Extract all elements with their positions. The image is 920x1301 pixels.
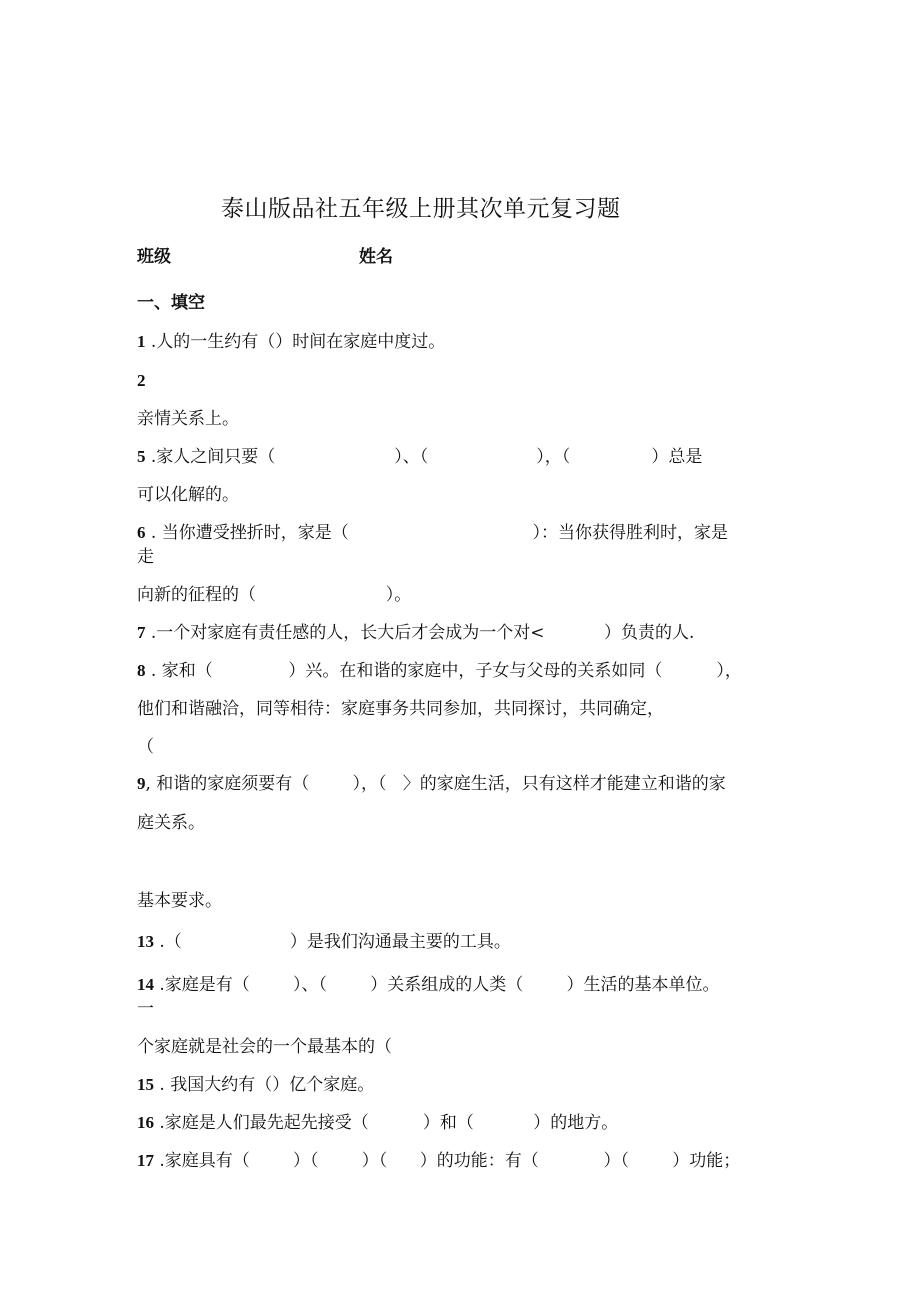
question-text: 庭关系。 xyxy=(137,813,205,833)
question-line xyxy=(137,584,411,606)
question-text: 走 xyxy=(137,547,154,567)
question-line xyxy=(137,698,664,720)
question-line xyxy=(137,812,205,834)
question-number: 2 xyxy=(137,371,146,390)
question-text: 他们和谐融洽，同等相待：家庭事务共同参加，共同探讨，共同确定， xyxy=(137,699,664,719)
question-number: 14 xyxy=(137,975,154,994)
question-text: .家庭是有（ ）、（ ）关系组成的人类（ ）生活的基本单位。 xyxy=(154,975,720,995)
question-text: .（ ）是我们沟通最主要的工具。 xyxy=(154,932,511,952)
question-number: 7 xyxy=(137,623,146,642)
question-number: 9 xyxy=(137,774,146,793)
question-line xyxy=(137,546,154,568)
question-text: . 我国大约有（）亿个家庭。 xyxy=(154,1075,375,1095)
question-text: 一 xyxy=(137,999,154,1019)
question-text: 基本要求。 xyxy=(137,891,222,911)
question-line xyxy=(137,1074,374,1096)
question-text: 亲情关系上。 xyxy=(137,409,239,429)
question-number: 17 xyxy=(137,1151,154,1170)
question-line xyxy=(137,408,239,430)
question-line xyxy=(137,446,702,468)
question-text: .家庭具有（ ）（ ）（ ）的功能：有（ ）（ ）功能； xyxy=(154,1151,741,1171)
name-label: 姓名 xyxy=(359,247,393,267)
question-number: 15 xyxy=(137,1075,154,1094)
question-line xyxy=(137,998,154,1020)
question-line xyxy=(137,1150,740,1172)
question-text: 向新的征程的（ ）。 xyxy=(137,585,412,605)
question-line xyxy=(137,974,720,996)
question-text: （ xyxy=(137,737,154,757)
class-label: 班级 xyxy=(137,247,171,267)
question-text: . 家和（ ）兴。在和谐的家庭中，子女与父母的关系如同（ ）， xyxy=(145,661,742,681)
question-line xyxy=(137,484,239,506)
question-text: .家庭是人们最先起先接受（ ）和（ ）的地方。 xyxy=(154,1113,619,1133)
question-text: .一个对家庭有责任感的人，长大后才会成为一个对< ）负责的人. xyxy=(145,623,695,643)
question-line xyxy=(137,773,726,795)
question-number: 13 xyxy=(137,932,154,951)
question-line xyxy=(137,890,222,912)
question-line xyxy=(137,522,728,544)
question-text: 个家庭就是社会的一个最基本的（ xyxy=(137,1037,392,1057)
question-line xyxy=(137,660,742,682)
question-text: .家人之间只要（ ）、（ ），（ ）总是 xyxy=(145,447,703,467)
question-line xyxy=(137,736,154,758)
question-number: 8 xyxy=(137,661,146,680)
question-line xyxy=(137,331,445,353)
question-line xyxy=(137,622,694,644)
question-line xyxy=(137,1036,392,1058)
page-title: 泰山版品社五年级上册其次单元复习题 xyxy=(221,196,621,222)
question-text: .人的一生约有（）时间在家庭中度过。 xyxy=(145,332,446,352)
question-line xyxy=(137,370,146,392)
section-heading: 一、填空 xyxy=(137,293,205,313)
question-line xyxy=(137,1112,618,1134)
question-number: 16 xyxy=(137,1113,154,1132)
question-text: . 当你遭受挫折时，家是（ ）：当你获得胜利时，家是 xyxy=(145,523,728,543)
question-number: 1 xyxy=(137,332,146,351)
question-number: 5 xyxy=(137,447,146,466)
question-text: , 和谐的家庭须要有（ ），（ 〉的家庭生活，只有这样才能建立和谐的家 xyxy=(145,774,726,794)
question-text: 可以化解的。 xyxy=(137,485,239,505)
question-number: 6 xyxy=(137,523,146,542)
question-line xyxy=(137,931,511,953)
